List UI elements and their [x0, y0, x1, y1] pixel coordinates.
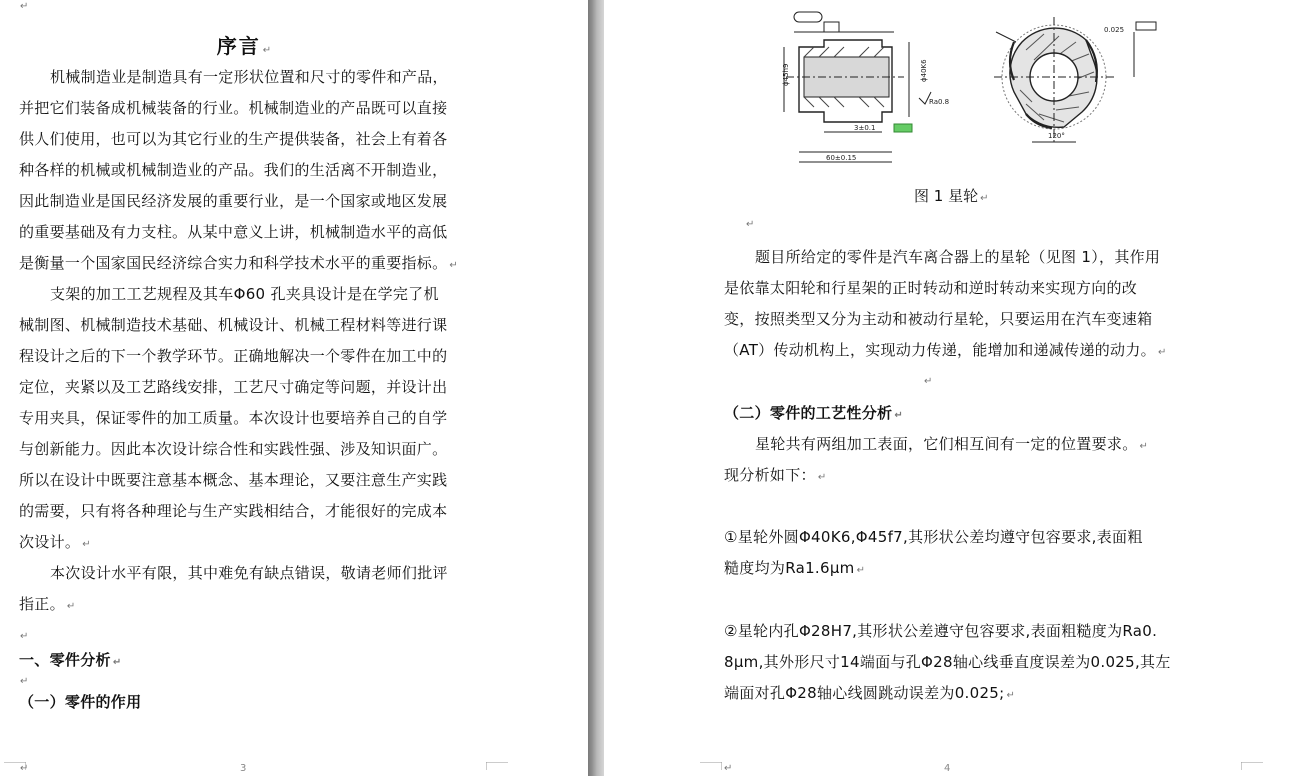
page-corner-mark — [700, 762, 722, 770]
text-segment: 次设计。 — [19, 533, 81, 551]
pilcrow-mark: ↵ — [724, 763, 733, 774]
pilcrow-mark: ↵ — [894, 410, 903, 421]
page-gutter — [588, 0, 604, 776]
text-line: 械制图、机械制造技术基础、机械设计、机械工程材料等进行课 — [19, 316, 448, 334]
pilcrow-mark: ↵ — [20, 631, 29, 642]
text-segment: 糙度均为Ra1.6μm — [724, 559, 855, 577]
text-line: 种各样的机械或机械制造业的产品。我们的生活离不开制造业， — [19, 161, 448, 179]
text-line: 与创新能力。因此本次设计综合性和实践性强、涉及知识面广。 — [19, 440, 448, 458]
angle-label: 120° — [1048, 132, 1065, 140]
text-line: 变，按照类型又分为主动和被动行星轮，只要运用在汽车变速箱 — [724, 310, 1153, 328]
pilcrow-mark: ↵ — [817, 472, 827, 483]
pilcrow-mark: ↵ — [262, 45, 274, 56]
text-line — [19, 248, 458, 279]
dimension-label: 3±0.1 — [854, 124, 876, 132]
text-line: 本次设计水平有限，其中难免有缺点错误，敬请老师们批评 — [50, 564, 448, 582]
pilcrow-mark: ↵ — [746, 219, 755, 230]
text-segment: （AT）传动机构上，实现动力传递，能增加和递减传递的动力。 — [724, 341, 1156, 359]
text-line: 8μm,其外形尺寸14端面与孔Φ28轴心线垂直度误差为0.025,其左 — [724, 653, 1171, 671]
section-text-right — [724, 398, 1148, 491]
text-line — [724, 429, 1148, 460]
page-title — [0, 30, 490, 59]
body-text-left — [19, 62, 458, 620]
document-page-right — [604, 0, 1293, 776]
text-segment: 指正。 — [19, 595, 65, 613]
text-line: 供人们使用，也可以为其它行业的生产提供装备，社会上有着各 — [19, 130, 448, 148]
star-wheel-drawing — [764, 2, 1164, 182]
analysis-item-2 — [724, 616, 1171, 709]
pilcrow-mark: ↵ — [1006, 690, 1016, 701]
text-line: 是依靠太阳轮和行星架的正时转动和逆时转动来实现方向的改 — [724, 279, 1138, 297]
text-segment: 现分析如下： — [724, 466, 816, 484]
dimension-label: ϕ45h9 — [782, 63, 790, 86]
page-corner-mark — [486, 762, 508, 770]
figure-caption — [604, 185, 1293, 207]
body-text-right — [724, 242, 1167, 366]
pilcrow-mark: ↵ — [20, 676, 29, 687]
title-text: 序言 — [216, 34, 261, 58]
document-page-left — [0, 0, 588, 776]
pilcrow-mark: ↵ — [980, 193, 989, 204]
pilcrow-mark: ↵ — [82, 539, 91, 550]
text-line — [724, 553, 1143, 584]
subsection-heading — [724, 398, 1148, 429]
text-line: 的重要基础及有力支柱。从某中意义上讲，机械制造水平的高低 — [19, 223, 448, 241]
text-line: 的需要，只有将各种理论与生产实践相结合，才能很好的完成本 — [19, 502, 448, 520]
page-number: 3 — [240, 763, 247, 774]
pilcrow-mark: ↵ — [856, 565, 866, 576]
text-line: ①星轮外圆Φ40K6,Φ45f7,其形状公差均遵守包容要求,表面粗 — [724, 528, 1143, 546]
text-line: 专用夹具，保证零件的加工质量。本次设计也要培养自己的自学 — [19, 409, 448, 427]
text-line: 题目所给定的零件是汽车离合器上的星轮（见图 1），其作用 — [755, 248, 1161, 266]
heading-text: （二）零件的工艺性分析 — [724, 404, 893, 422]
page-corner-mark — [1241, 762, 1263, 770]
dimension-label: 60±0.15 — [826, 154, 857, 162]
text-line: 因此制造业是国民经济发展的重要行业，是一个国家或地区发展 — [19, 192, 448, 210]
dimension-label: 0.025 — [1104, 26, 1125, 34]
text-segment: 端面对孔Φ28轴心线圆跳动误差为0.025; — [724, 684, 1005, 702]
analysis-item-1 — [724, 522, 1143, 584]
text-line — [724, 335, 1167, 366]
heading-block — [19, 687, 141, 718]
pilcrow-mark: ↵ — [1157, 347, 1167, 358]
pilcrow-mark: ↵ — [1139, 441, 1149, 452]
roughness-label: Ra0.8 — [929, 98, 950, 106]
pilcrow-mark: ↵ — [20, 763, 29, 774]
text-line — [724, 460, 1148, 491]
subsection-heading: （一）零件的作用 — [19, 693, 142, 711]
text-segment: 星轮共有两组加工表面，它们相互间有一定的位置要求。 — [755, 435, 1138, 453]
text-line: 定位，夹紧以及工艺路线安排，工艺尺寸确定等问题，并设计出 — [19, 378, 448, 396]
text-line: ②星轮内孔Φ28H7,其形状公差遵守包容要求,表面粗糙度为Ra0. — [724, 622, 1158, 640]
heading-text: 一、零件分析 — [19, 651, 111, 669]
text-line: 并把它们装备成机械装备的行业。机械制造业的产品既可以直接 — [19, 99, 448, 117]
text-line — [19, 589, 458, 620]
text-line: 支架的加工工艺规程及其车Φ60 孔夹具设计是在学完了机 — [50, 285, 439, 303]
text-line — [19, 527, 458, 558]
text-line: 程设计之后的下一个教学环节。正确地解决一个零件在加工中的 — [19, 347, 448, 365]
dimension-label: ϕ40K6 — [920, 59, 928, 82]
dimension-box — [794, 12, 822, 22]
pilcrow-mark: ↵ — [924, 376, 933, 387]
text-line — [724, 678, 1171, 709]
text-segment: 是衡量一个国家国民经济综合实力和科学技术水平的重要指标。 — [19, 254, 448, 272]
text-line: 机械制造业是制造具有一定形状位置和尺寸的零件和产品， — [50, 68, 448, 86]
heading-block — [19, 645, 122, 676]
page-number: 4 — [944, 763, 951, 774]
pilcrow-mark: ↵ — [449, 260, 459, 271]
section-heading — [19, 645, 122, 676]
pilcrow-mark: ↵ — [20, 1, 29, 12]
pilcrow-mark: ↵ — [66, 601, 76, 612]
caption-text: 图 1 星轮 — [914, 187, 979, 205]
pilcrow-mark: ↵ — [112, 657, 122, 668]
text-line: 所以在设计中既要注意基本概念、基本理论，又要注意生产实践 — [19, 471, 448, 489]
